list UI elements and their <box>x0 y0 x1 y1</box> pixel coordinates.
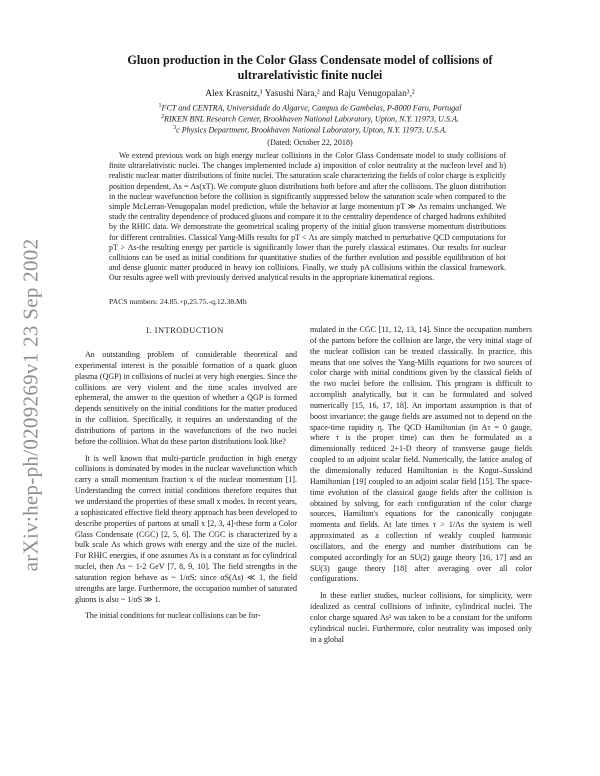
paragraph: The initial conditions for nuclear collisions can be for- <box>85 611 261 621</box>
affiliation-3: $^3$c Physics Department, Brookhaven National Laboratory, Upton, N.Y. 11973, U.S.A. <box>173 125 447 135</box>
paper-date: (Dated: October 22, 2018) <box>267 138 353 147</box>
abstract: We extend previous work on high energy nuclear collisions in the Color Glass Condensate model to study collisions of finite ultrarelativistic nuclei. The changes implemented include a) imposition of color neutrality at the nucleon level and b) realistic nuclear matter distributions of finite nuclei. The saturation scale characterizing the fields of color charge is explicitly position dependent, Λs = Λs(xT). We compute gluon distributions both before and after the collisions. The gluon distribution in the nuclear wavefunction before the collision is significantly suppressed below the saturation scale when compared to the simple McLerran-Venugopalan model prediction, while the behavior at large momentum pT ≫ Λs remains unchanged. We study the centrality dependence of produced gluons and compare it to the centrality dependence of charged hadrons exhibited by the RHIC data. We demonstrate the geometrical scaling property of the initial gluon transverse momentum distributions for different centralities. Classical Yang-Mills results for pT < Λs are simply matched to perturbative QCD computations for pT > Λs-the resulting energy per particle is significantly lower than the purely classical estimates. Our results for nuclear collisions can be used as initial conditions for quantitative studies of the further evolution and possible equilibration of hot and dense gluonic matter produced in heavy ion collisions. Finally, we study pA collisions within the classical framework. Our results agree well with previously derived analytical results in the appropriate kinematical regions. <box>109 151 506 283</box>
affiliation-1: $^1$FCT and CENTRA, Universidade do Algarve, Campus de Gambelas, P-8000 Faro, Portugal <box>158 103 462 113</box>
paragraph: mulated in the CGC [11, 12, 13, 14]. Since the occupation numbers of the partons before the collision are large, the very initial stage of the nuclear collision can be treated classically. In practice, this means that one solves the Yang-Mills equations for two sources of color charge with initial conditions given by the classical fields of the two nuclei before the collision. This program is difficult to accomplish analytically, but it can be formulated and solved numerically [15, 16, 17, 18]. An important assumption is that of boost invariance: the gauge fields are assumed not to depend on the space-time rapidity η. The QCD Hamiltonian (in Aτ = 0 gauge, where τ is the proper time) can then be formulated as a dimensionally reduced 2+1-D theory of transverse gauge fields coupled to an adjoint scalar field. Numerically, the lattice analog of the dimensionally reduced Hamiltonian is the Kogut–Susskind Hamiltonian [19] coupled to an adjoint scalar field [15]. The space-time evolution of the classical gauge fields after the collision is obtained by solving, for each configuration of the color charge sources, Hamilton's equations for the canonically conjugate momenta and fields. At late times τ > 1/Λs the system is well approximated as a collection of weakly coupled harmonic oscillators, and the energy and number distributions can be computed accordingly for an SU(2) gauge theory [16, 17] and an SU(3) gauge theory [18] after averaging over all color configurations. <box>310 325 532 584</box>
paragraph: It is well known that multi-particle production in high energy collisions is dominated by modes in the nuclear wavefunction which carry a small momentum fraction x of the nuclear momentum [1]. Understanding the correct initial conditions therefore requires that we understand the properties of these small x modes. In recent years, a sophisticated effective field theory approach has been developed to describe properties of partons at small x [2, 3, 4]-these form a Color Glass Condensate (CGC) [2, 5, 6]. The CGC is characterized by a bulk scale Λs which grows with energy and the size of the nuclei. For RHIC energies, if one assumes Λs is a constant as for cylindrical nuclei, then Λs ~ 1-2 GeV [7, 8, 9, 10]. The field strengths in the saturation region behave as ~ 1/αS: since αS(Λs) ≪ 1, the field strengths are large. Furthermore, the occupation number of saturated gluons is also ~ 1/αS ≫ 1. <box>75 453 297 604</box>
arxiv-identifier-stamp <box>16 190 46 620</box>
paper-title: Gluon production in the Color Glass Condensate model of collisions of ultrarelativistic finite nuclei <box>127 53 493 82</box>
paragraph: An outstanding problem of considerable theoretical and experimental interest is the possible formation of a quark gluon plasma (QGP) in collisions of nuclei at very high energies. Since the collisions are very violent and the time scales involved are ephemeral, the answer to the question of whether a QGP is formed depends sensitively on the initial conditions for the matter produced in the collision. Specifically, it requires an understanding of the distributions of partons in the wavefunctions of the two nuclei before the collision. What do these parton distributions look like? <box>75 350 297 446</box>
section-heading-introduction: I. INTRODUCTION <box>146 326 224 335</box>
paragraph: In these earlier studies, nuclear collisions, for simplicity, were idealized as central collisions of infinite, cylindrical nuclei. The color charge squared Λs² was taken to be a constant for the uniform cylindrical nuclei. Furthermore, color neutrality was imposed only in a global <box>310 591 532 644</box>
arxiv-id: arXiv:hep-ph/0209269v1 23 Sep 2002 <box>18 238 43 572</box>
body-column-left <box>75 350 297 628</box>
author-list: Alex Krasnitz,¹ Yasushi Nara,² and Raju Venugopalan³,² <box>205 89 415 99</box>
pacs-numbers: PACS numbers: 24.85.+p,25.75.-q,12.38.Mh <box>109 297 247 306</box>
body-column-right <box>310 325 532 651</box>
affiliation-2: $^2$RIKEN BNL Research Center, Brookhaven National Laboratory, Upton, N.Y. 11973, U.S.A. <box>161 114 459 124</box>
